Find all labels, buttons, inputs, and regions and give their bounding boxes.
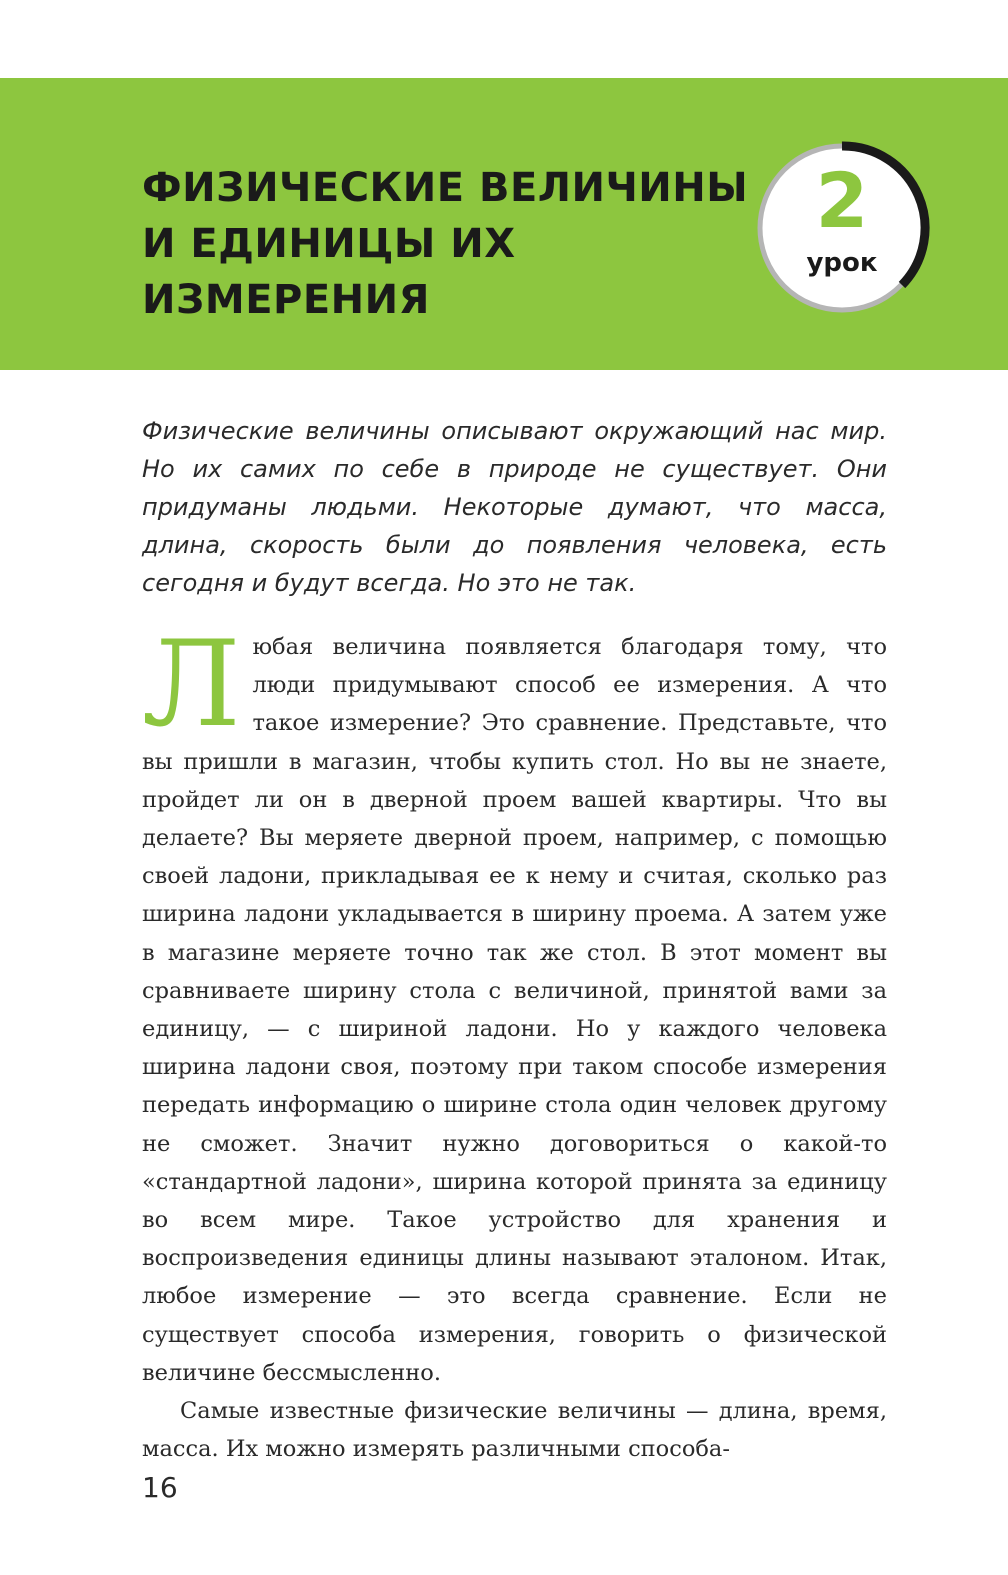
chapter-title-line: ФИЗИЧЕСКИЕ ВЕЛИЧИНЫ <box>142 165 749 211</box>
body-paragraph-text: юбая величина появляется благодаря тому, что люди придумывают способ ее измерения. А что такое измерение? Это сравнение. Представьте, что вы пришли в магазин, чтобы купить стол. Но вы не знаете, пройдет ли он в дверной проем вашей квартиры. Что вы делаете? Вы меряете дверной проем, например, с помощью своей ладони, прикладывая ее к нему и считая, сколько раз ширина ладони укладывается в ширину проема. А затем уже в магазине меряете точно так же стол. В этот момент вы сравниваете ширину стола с величиной, принятой вами за единицу, — с шириной ладони. Но у каждого человека ширина ладони своя, поэтому при таком способе измерения передать информацию о ширине стола один человек другому не сможет. Значит нужно договориться о какой-то «стандартной ладони», ширина которой принята за единицу во всем мире. Такое устройство для хранения и воспроизведения единицы длины называют эталоном. Итак, любое измерение — это всегда сравнение. Если не существует способа измерения, говорить о физической величине бессмысленно. <box>142 634 887 1386</box>
body-paragraph: Самые известные физические величины — длина, время, масса. Их можно измерять различными способа- <box>142 1398 887 1463</box>
lead-paragraph: Физические величины описывают окружающий нас мир. Но их самих по себе в природе не существует. Они придуманы людьми. Некоторые думают, что масса, длина, скорость были до появления человека, есть сегодня и будут всегда. Но это не так. <box>142 417 887 597</box>
chapter-title-line: И ЕДИНИЦЫ ИХ <box>142 221 516 267</box>
lesson-number: 2 <box>815 156 869 245</box>
chapter-title-line: ИЗМЕРЕНИЯ <box>142 277 430 323</box>
body-paragraph <box>142 615 887 1392</box>
body-text <box>142 615 887 1468</box>
lesson-badge <box>752 138 936 318</box>
drop-cap: Л <box>142 615 241 753</box>
page-number: 16 <box>142 1471 178 1504</box>
lesson-label: урок <box>806 248 878 278</box>
chapter-title <box>142 160 749 328</box>
